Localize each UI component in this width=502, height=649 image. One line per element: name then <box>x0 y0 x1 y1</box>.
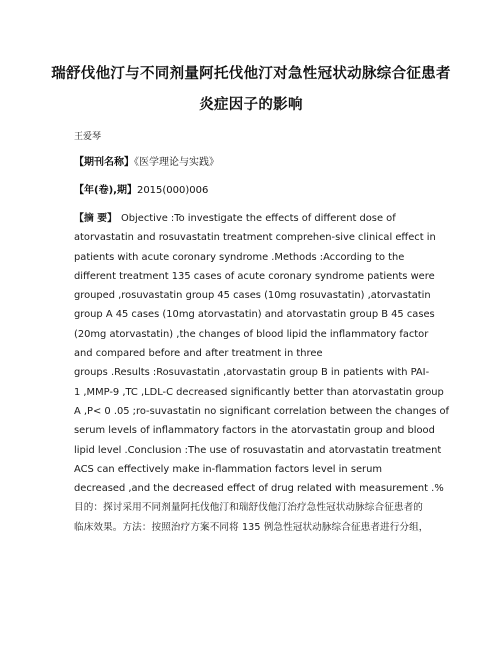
journal-label: 【期刊名称】 <box>74 157 134 168</box>
author-name: 王爱琴 <box>74 132 102 142</box>
document-title-line-1: 瑞舒伐他汀与不同剂量阿托伐他汀对急性冠状动脉综合征患者 <box>51 66 451 82</box>
abstract-line: group A 45 cases (10mg atorvastatin) and atorvastatin group B 45 cases <box>74 309 435 321</box>
abstract-line: 1 ,MMP-9 ,TC ,LDL-C decreased significantly better than atorvastatin group <box>74 386 444 398</box>
abstract-line: (20mg atorvastatin) ,the changes of blood lipid the inflammatory factor <box>74 328 429 340</box>
abstract-line: A ,P< 0 .05 ;ro-suvastatin no significant correlation between the changes of <box>74 405 450 417</box>
year-volume-value: 2015(000)006 <box>136 185 209 196</box>
journal-row <box>74 153 219 168</box>
abstract-text: Objective :To investigate the effects of different dose of <box>120 213 396 224</box>
abstract-line: serum levels of inflammatory factors in the atorvastatin group and blood <box>74 425 435 437</box>
journal-value: 《医学理论与实践》 <box>134 157 219 168</box>
abstract-line: 临床效果。方法：按照治疗方案不同将 135 例急性冠状动脉综合征患者进行分组， <box>74 521 429 533</box>
abstract-line: different treatment 135 cases of acute coronary syndrome patients were <box>74 270 435 282</box>
abstract-line: decreased ,and the decreased effect of drug related with measurement .% <box>74 483 444 495</box>
abstract-line <box>74 209 434 228</box>
abstract-line: patients with acute coronary syndrome .Methods :According to the <box>74 251 405 263</box>
abstract-line: lipid level .Conclusion :The use of rosuvastatin and atorvastatin treatment <box>74 444 442 456</box>
abstract-line: and compared before and after treatment in three <box>74 348 323 360</box>
abstract-label: 【摘 要】 <box>74 213 117 224</box>
year-volume-row <box>74 181 208 196</box>
abstract-line: ACS can effectively make in-flammation factors level in serum <box>74 463 382 475</box>
abstract-block <box>74 209 450 537</box>
year-volume-label: 【年(卷),期】 <box>74 185 137 196</box>
document-title-line-2: 炎症因子的影响 <box>199 97 303 113</box>
abstract-line: 目的：探讨采用不同剂量阿托伐他汀和瑞舒伐他汀治疗急性冠状动脉综合征患者的 <box>74 502 423 514</box>
abstract-line: atorvastatin and rosuvastatin treatment comprehen-sive clinical effect in <box>74 232 436 244</box>
abstract-line: groups .Results :Rosuvastatin ,atorvastatin group B in patients with PAI- <box>74 367 430 379</box>
abstract-line: grouped ,rosuvastatin group 45 cases (10mg rosuvastatin) ,atorvastatin <box>74 290 431 302</box>
